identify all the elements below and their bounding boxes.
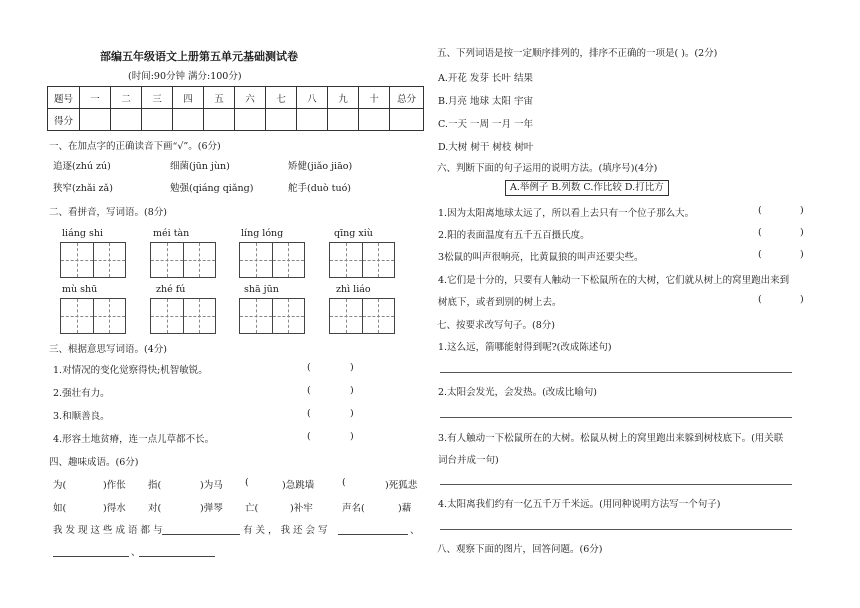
answer-line[interactable]	[440, 484, 792, 485]
q5-heading: 五、下列词语是按一定顺序排列的，排序不正确的一项是( )。(2分)	[437, 48, 718, 59]
method-options-box: A.举例子 B.列数 C.作比较 D.打比方	[505, 180, 669, 196]
idiom-part: )得水	[103, 503, 126, 514]
q2-pinyin: qīng xiù	[334, 228, 373, 239]
score-header-cell: 七	[266, 87, 297, 109]
score-header-cell: 五	[204, 87, 235, 109]
score-cell[interactable]	[328, 109, 359, 131]
score-cell[interactable]	[173, 109, 204, 131]
answer-paren-open: (	[307, 408, 311, 419]
writing-grid[interactable]	[239, 298, 305, 334]
page-title: 部编五年级语文上册第五单元基础测试卷	[100, 50, 298, 63]
idiom-part: 为(	[53, 480, 67, 491]
score-header-cell: 二	[111, 87, 142, 109]
answer-paren-open: (	[758, 294, 762, 305]
score-header-cell: 九	[328, 87, 359, 109]
answer-paren-close: )	[350, 385, 354, 396]
q2-pinyin: méi tàn	[153, 228, 190, 239]
score-cell[interactable]	[390, 109, 424, 131]
score-header-cell: 四	[173, 87, 204, 109]
q6-item: 4.它们是十分的，只要有人触动一下松鼠所在的大树，它们就从树上的窝里跑出来到	[438, 275, 790, 286]
score-header-cell: 八	[297, 87, 328, 109]
q7-heading: 七、按要求改写句子。(8分)	[437, 320, 555, 331]
q1-heading: 一、在加点字的正确读音下画“√”。(6分)	[49, 141, 221, 152]
answer-blank[interactable]	[139, 556, 215, 557]
q5-option[interactable]: B.月亮 地球 太阳 宇宙	[438, 96, 534, 107]
writing-grid[interactable]	[150, 242, 216, 278]
q7-item: 1.这么远，箭哪能射得到呢?(改成陈述句)	[438, 342, 612, 353]
q7-item: 4.太阳离我们约有一亿五千万千米远。(用同种说明方法写一个句子)	[438, 499, 721, 510]
q5-option[interactable]: D.大树 树干 树枝 树叶	[438, 142, 534, 153]
answer-paren-open: (	[758, 205, 762, 216]
writing-grid[interactable]	[60, 242, 126, 278]
q8-heading: 八、观察下面的图片，回答问题。(6分)	[437, 544, 603, 555]
score-cell[interactable]	[297, 109, 328, 131]
score-cell[interactable]	[142, 109, 173, 131]
answer-line[interactable]	[440, 417, 792, 418]
q2-pinyin: liáng shi	[62, 228, 103, 239]
q6-item: 3松鼠的叫声很响亮，比黄鼠狼的叫声还要尖些。	[438, 252, 644, 263]
answer-line[interactable]	[440, 372, 792, 373]
answer-paren-close: )	[800, 227, 804, 238]
q4-heading: 四、趣味成语。(6分)	[49, 457, 139, 468]
q4-sentence-part: 、	[410, 525, 420, 536]
answer-paren-open: (	[307, 362, 311, 373]
q5-option[interactable]: C.一天 一周 一月 一年	[438, 119, 534, 130]
q2-heading: 二、看拼音，写词语。(8分)	[49, 207, 167, 218]
writing-grid[interactable]	[329, 298, 395, 334]
score-header-cell: 总分	[390, 87, 424, 109]
answer-blank[interactable]	[162, 534, 240, 535]
q4-sentence-part: 我发现这些成语都与	[53, 525, 166, 536]
idiom-part: (	[342, 477, 346, 488]
writing-grid[interactable]	[239, 242, 305, 278]
q4-sentence-part: 有关，我还会写	[243, 525, 331, 536]
answer-paren-open: (	[758, 249, 762, 260]
idiom-part: 指(	[148, 480, 162, 491]
score-header-cell: 十	[359, 87, 390, 109]
q7-item: 词台并成一句)	[438, 455, 499, 466]
q4-sentence-part: 、	[131, 547, 141, 558]
idiom-part: )弹琴	[200, 503, 223, 514]
q6-item: 树底下，或者到别的树上去。	[438, 297, 562, 308]
idiom-part: )死狐悲	[385, 480, 418, 491]
answer-paren-close: )	[800, 205, 804, 216]
answer-paren-open: (	[307, 431, 311, 442]
answer-paren-close: )	[800, 249, 804, 260]
q2-pinyin: shā jūn	[244, 284, 279, 295]
q3-heading: 三、根据意思写词语。(4分)	[49, 344, 167, 355]
q3-item: 3.和顺善良。	[53, 411, 110, 422]
score-table-header-row	[48, 87, 424, 109]
answer-line[interactable]	[440, 529, 792, 530]
page-subtitle: (时间:90分钟 满分:100分)	[128, 71, 242, 82]
writing-grid[interactable]	[329, 242, 395, 278]
idiom-part: 亡(	[245, 503, 259, 514]
answer-blank[interactable]	[53, 556, 129, 557]
writing-grid[interactable]	[60, 298, 126, 334]
q7-item: 2.太阳会发光，会发热。(改成比喻句)	[438, 387, 597, 398]
q6-item: 2.阳的表面温度有五千五百摄氏度。	[438, 230, 590, 241]
q6-item: 1.因为太阳离地球太远了，所以看上去只有一个位子那么大。	[438, 208, 695, 219]
score-cell[interactable]	[204, 109, 235, 131]
q7-item: 3.有人触动一下松鼠所在的大树。松鼠从树上的窝里跑出来躲到树枝底下。(用关联	[438, 433, 784, 444]
q6-heading: 六、判断下面的句子运用的说明方法。(填序号)(4分)	[437, 163, 658, 174]
idiom-part: 如(	[53, 503, 67, 514]
q1-item[interactable]: 追逐(zhú zú)	[53, 161, 111, 172]
score-header-cell: 六	[235, 87, 266, 109]
q2-pinyin: zhì liáo	[336, 284, 371, 295]
idiom-part: (	[245, 477, 249, 488]
answer-paren-open: (	[758, 227, 762, 238]
answer-blank[interactable]	[338, 534, 408, 535]
q2-pinyin: zhé fú	[156, 284, 186, 295]
idiom-part: 声名(	[342, 503, 365, 514]
answer-paren-close: )	[350, 431, 354, 442]
score-cell[interactable]	[111, 109, 142, 131]
score-cell[interactable]	[235, 109, 266, 131]
idiom-part: )补牢	[290, 503, 313, 514]
q1-item[interactable]: 狭窄(zhǎi zǎ)	[53, 183, 113, 194]
idiom-part: 对(	[148, 503, 162, 514]
score-header-cell: 三	[142, 87, 173, 109]
q3-item: 2.强壮有力。	[53, 388, 110, 399]
answer-paren-close: )	[350, 408, 354, 419]
q3-item: 1.对情况的变化觉察得快;机智敏锐。	[53, 365, 208, 376]
idiom-part: )急跳墙	[282, 480, 315, 491]
score-cell[interactable]	[359, 109, 390, 131]
q1-item[interactable]: 舵手(duò tuó)	[288, 183, 352, 194]
score-header-cell: 一	[80, 87, 111, 109]
q1-item[interactable]: 矫健(jiǎo jiāo)	[288, 161, 353, 172]
idiom-part: )藉	[398, 503, 412, 514]
idiom-part: )为马	[200, 480, 223, 491]
score-table-score-row	[48, 109, 424, 131]
q1-item[interactable]: 勉强(qiáng qiǎng)	[170, 183, 254, 194]
q5-option[interactable]: A.开花 发芽 长叶 结果	[438, 73, 533, 84]
score-header-cell: 题号	[48, 87, 80, 109]
q2-pinyin: mù shū	[62, 284, 98, 295]
answer-paren-open: (	[307, 385, 311, 396]
q2-pinyin: líng lóng	[241, 228, 284, 239]
score-cell[interactable]	[80, 109, 111, 131]
score-cell[interactable]	[266, 109, 297, 131]
idiom-part: )作伥	[103, 480, 126, 491]
writing-grid[interactable]	[150, 298, 216, 334]
q1-item[interactable]: 细菌(jūn jùn)	[170, 161, 230, 172]
answer-paren-close: )	[350, 362, 354, 373]
answer-paren-close: )	[800, 294, 804, 305]
q3-item: 4.形容土地贫瘠，连一点儿草都不长。	[53, 434, 215, 445]
score-table	[47, 86, 424, 131]
score-row-label: 得分	[48, 109, 80, 131]
